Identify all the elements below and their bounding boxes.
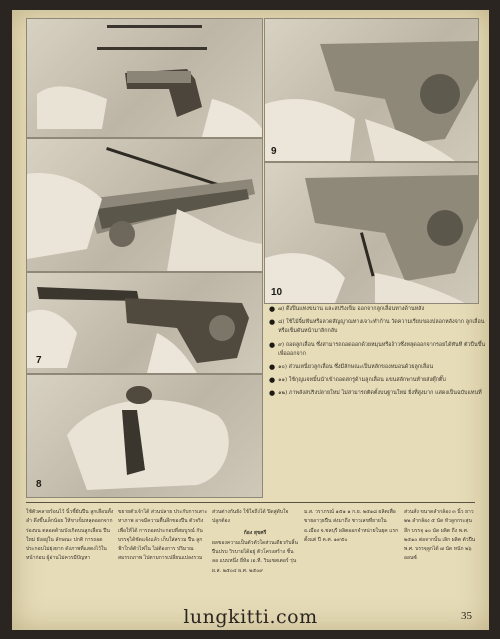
article-column-4: ม.ส. วราภรณ์ ๑๕๑ ๑ ก.ย. ๒๕๑๘ ผลิตเพื่อขายอาวุธปืน ส่งมาถึง ชาวเลขที่ยายใน อ.เมือง จ.ชลบุรี ผลิตออกจำหน่ายในยุค แรกตั้งแต่ ปี ค.ศ. ๑๙๕๐ bbox=[304, 509, 399, 543]
bullet-icon: ● bbox=[269, 376, 276, 385]
caption-item: ● ๑๒) ภาพลังสปริงปลายใหม่ ไม่สามารถติดตั้งบนฐานใหม่ ยิ่งที่สูงมาก แสดงเป็นฉบับแทนที่ bbox=[269, 389, 482, 398]
figure-number-7: 7 bbox=[36, 355, 42, 366]
author-heading: ก้อง สุขศรี bbox=[243, 529, 267, 536]
photo-1 bbox=[26, 18, 263, 138]
article-column-1: ใช้ตัวคลายร้อนไว้ นิ้วชี้ยันปืน ลูกเลื่อนทั้งลำ ดึงขึ้นเล็กน้อย ให้ขาเข็มหลุดออกจากร่องบน ตลอดด้ามบังเกิดบนลูกเลื่อน ปืน ใหม่ ยังอยู่ใน ลักษณะ ปกติ การถอดประกอบไม่ยุ่งยาก ดังภาพที่แสดงไว้ในหน้าก่อน ผู้อ่านไม่ควรมีปัญหา bbox=[26, 509, 114, 562]
figure-number-10: 10 bbox=[271, 287, 283, 298]
bullet-icon: ● bbox=[269, 318, 276, 327]
bullet-icon: ● bbox=[269, 305, 276, 313]
magazine-page bbox=[12, 10, 489, 630]
figure-number-8: 8 bbox=[36, 479, 42, 490]
bullet-icon: ● bbox=[269, 340, 276, 349]
caption-list bbox=[269, 305, 487, 403]
photo-8 bbox=[26, 374, 263, 498]
caption-item: ● ๑๑) ใช้กุญแจหมิ้นนำเข้าถอดสกรูด้ามลูกเลื่อน แขนสลักพานท้ายส่งตุ๊กติ๊บ bbox=[269, 376, 446, 385]
bullet-icon: ● bbox=[269, 389, 276, 398]
caption-item: ● ๑๐) ส่วนเหนี่ยวลูกเลื่อน ซึ่งมีลักษณะเป็นหลักของหมอนด้วยลูกเลื่อน bbox=[269, 363, 434, 372]
page-number: 35 bbox=[461, 610, 472, 622]
article-column-3: ส่วนต่างกันยัง ใช้ใจถึงได้ ปิดสู่ดับใจ ปลูกต้อง ก้อง สุขศรี ผลของความเป็นตัวตัวใดส่วนเดียวกับลิ้นปืนปรบ วิรบายได้อยู่ ตัวโครงสร้าง ชิ้นลอ แบบหนึ่ง ยี่ห้อ เอ.ที. วินเชสเตอร์ รุ่น ผ.ส. ๒๕๐๔ ผ.ศ. ๒๕๐๙ bbox=[212, 509, 298, 574]
caption-item: ● ๗) ดึงปืนแทงขนาน และสปริงเข็ม ออกจากลูกเลื่อนทางด้านหลัง bbox=[269, 305, 425, 313]
caption-item: ● ๘) ใช้ไม้จิ้มฟันหรือลวดสัญญาณทางเจาะทำก้าน วัดความเรียบของปลอกหลังจาก ลูกเลื่อนหรือเข็มดันหน้ามาลิกกลับ bbox=[269, 318, 487, 336]
watermark: lungkitti.com bbox=[183, 606, 318, 628]
photo-10-illustration bbox=[265, 163, 478, 303]
photo-7 bbox=[26, 272, 263, 374]
section-divider bbox=[26, 502, 475, 503]
article-column-5: ส่วนสั่ง ขนาดลำกล้อง ๓ นิ้ว ยาว ๒๒ ลำกล้อง ๕ นัด หัวลูกกระสุนลึก บรรจุ ๑๐ นัด ผลิต ถึง พ.ศ. ๒๕๑๐ ต่อจากนั้น เลิก ผลิต ตัวปืน พ.ศ. บรรจุลูกได้ ๗ นัด หนัก ๒๖ ออนซ์ bbox=[404, 509, 476, 562]
photo-2-illustration bbox=[27, 139, 262, 271]
photo-8-illustration bbox=[27, 375, 262, 497]
caption-item: ● ๙) ถอดลูกเลื่อน ซึ่งสามารถถอดออกด้วยหมุนหรือง้าวซึ่งหลุดออกจากรอยได้ทันที ตัวปืนขึ้นเพื่อออกจาก bbox=[269, 341, 487, 359]
photo-7-illustration bbox=[27, 273, 262, 373]
photo-9-illustration bbox=[265, 19, 478, 161]
photo-1-illustration bbox=[27, 19, 262, 137]
photo-10 bbox=[264, 162, 479, 304]
photo-9 bbox=[264, 18, 479, 162]
photo-2 bbox=[26, 138, 263, 272]
article-column-2: ขยายตัวเจ้าได้ ส่วนปลาย ประกับการเสาะหาภาพ อาจมีความตื้นลึกของปืน ตัวจริงเพื่อให้ได้ การถอดประกอบที่สมบูรณ์ กัน บรรจุได้ชัดแจ้งแล้ว เก็บใส่สรวม ปืน ลูกฟ้าใกล้ตัวไฟใน ไม่ต้องการ ปริมาณสมรรถภาพ ไปตามการเปลี่ยนแปลงรวม bbox=[118, 509, 208, 562]
bullet-icon: ● bbox=[269, 363, 276, 372]
figure-number-9: 9 bbox=[271, 146, 277, 157]
